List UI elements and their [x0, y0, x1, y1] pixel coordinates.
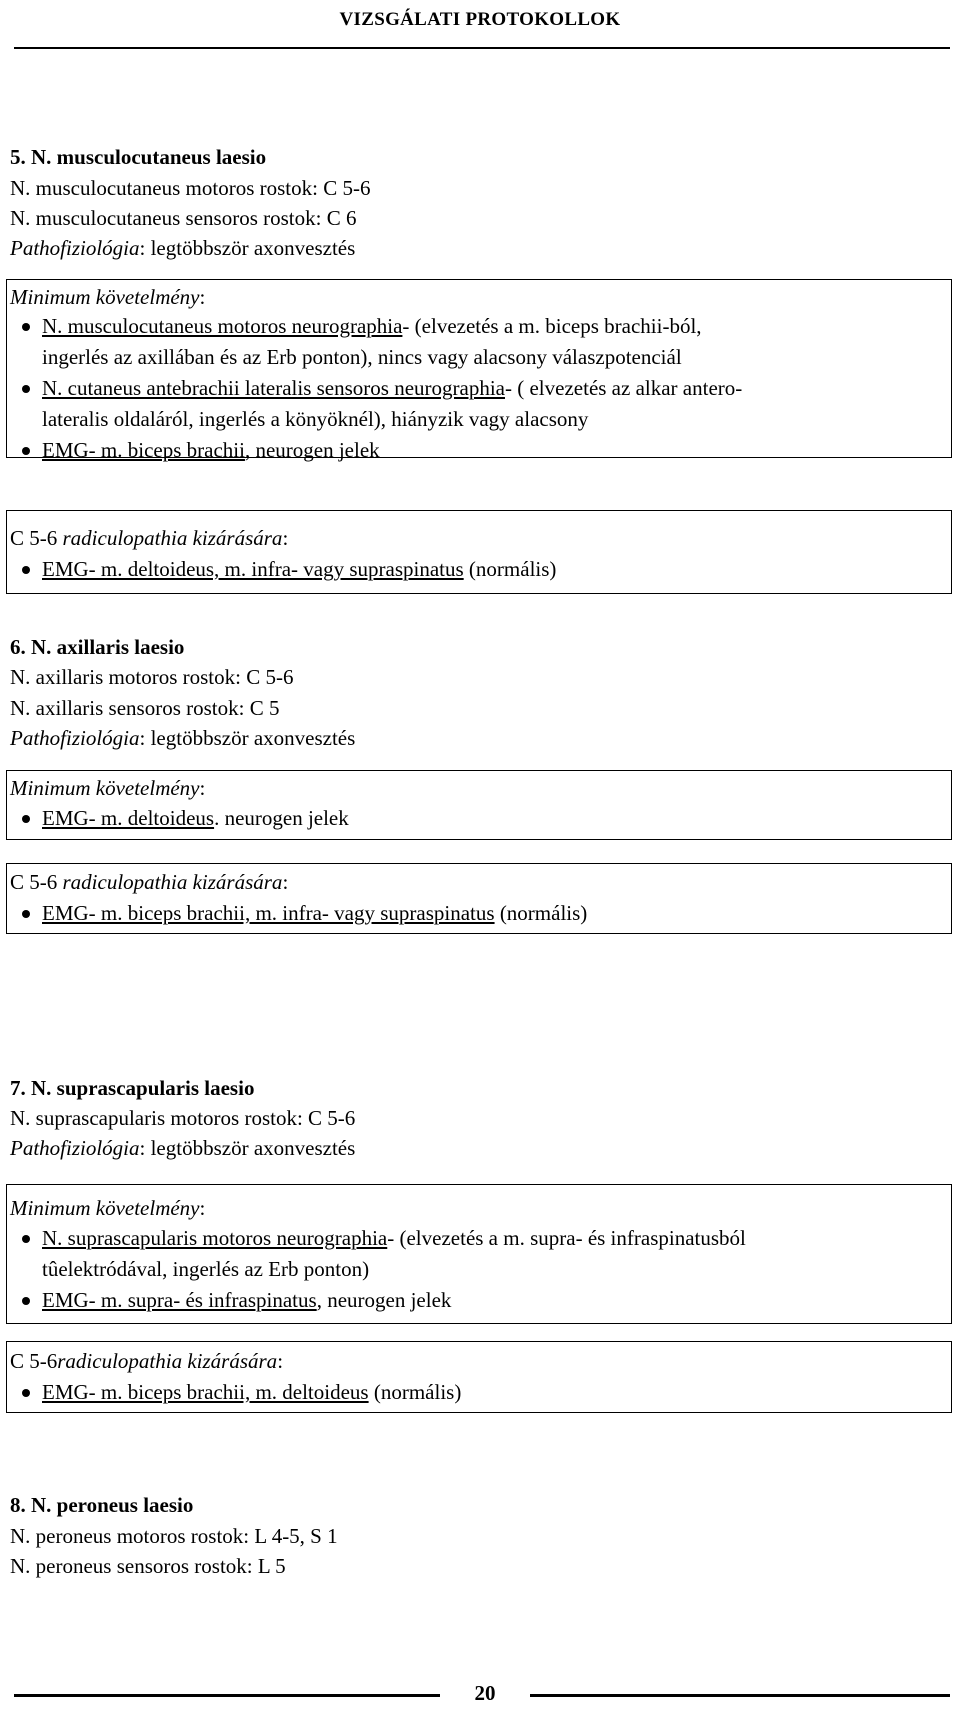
s8-sensory-roots: N. peroneus sensoros rostok: L 5	[10, 1554, 286, 1578]
section-7-title: 7. N. suprascapularis laesio	[10, 1076, 255, 1100]
patho-label: Pathofiziológia	[10, 236, 140, 260]
s5-motor-roots: N. musculocutaneus motoros rostok: C 5-6	[10, 176, 371, 200]
s5-radiculopathy-box	[6, 510, 952, 594]
s8-motor-roots: N. peroneus motoros rostok: L 4-5, S 1	[10, 1524, 338, 1548]
s6-rad-bullet-1: EMG- m. biceps brachii, m. infra- vagy supraspinatus (normális)	[42, 901, 588, 925]
s7-pathophysiology: Pathofiziológia: legtöbbször axonvesztés	[10, 1136, 356, 1160]
min-req-label: Minimum követelmény:	[10, 776, 206, 800]
bullet-icon	[22, 1389, 30, 1397]
s5-bullet-3: EMG- m. biceps brachii, neurogen jelek	[42, 438, 380, 462]
s7-bullet-1-cont: tûelektródával, ingerlés az Erb ponton)	[42, 1257, 370, 1281]
bullet-icon	[22, 323, 30, 331]
s6-radiculopathy-box	[6, 863, 952, 934]
rad-label: C 5-6radiculopathia kizárására:	[10, 1349, 284, 1373]
rad-label: C 5-6 radiculopathia kizárására:	[10, 870, 289, 894]
s7-minimum-box	[6, 1184, 952, 1324]
s7-rad-bullet-1: EMG- m. biceps brachii, m. deltoideus (normális)	[42, 1380, 462, 1404]
section-6-title: 6. N. axillaris laesio	[10, 635, 185, 659]
page-number: 20	[440, 1678, 530, 1709]
bullet-icon	[22, 1297, 30, 1305]
s5-minimum-box	[6, 279, 952, 462]
s5-sensory-roots: N. musculocutaneus sensoros rostok: C 6	[10, 206, 357, 230]
s5-bullet-1-cont: ingerlés az axillában és az Erb ponton), nincs vagy alacsony válaszpotenciál	[42, 345, 682, 369]
min-req-label: Minimum követelmény:	[10, 1196, 206, 1220]
s6-sensory-roots: N. axillaris sensoros rostok: C 5	[10, 696, 280, 720]
s7-radiculopathy-box	[6, 1341, 952, 1413]
s7-motor-roots: N. suprascapularis motoros rostok: C 5-6	[10, 1106, 356, 1130]
s5-bullet-2: N. cutaneus antebrachii lateralis sensoros neurographia- ( elvezetés az alkar antero-	[42, 376, 743, 400]
s6-bullet-1: EMG- m. deltoideus. neurogen jelek	[42, 806, 349, 830]
bullet-icon	[22, 566, 30, 574]
section-8-title: 8. N. peroneus laesio	[10, 1493, 194, 1517]
s7-bullet-2: EMG- m. supra- és infraspinatus, neurogen jelek	[42, 1288, 452, 1312]
s5-bullet-2-cont: lateralis oldaláról, ingerlés a könyöknél), hiányzik vagy alacsony	[42, 407, 589, 431]
s6-pathophysiology: Pathofiziológia: legtöbbször axonvesztés	[10, 726, 356, 750]
s6-minimum-box	[6, 770, 952, 840]
patho-value: : legtöbbször axonvesztés	[139, 236, 356, 260]
s5-rad-bullet-1: EMG- m. deltoideus, m. infra- vagy supraspinatus (normális)	[42, 557, 557, 581]
running-header: VIZSGÁLATI PROTOKOLLOK	[339, 9, 621, 30]
s5-pathophysiology	[10, 233, 355, 264]
bullet-icon	[22, 447, 30, 455]
header-rule	[14, 47, 950, 49]
bullet-icon	[22, 1235, 30, 1243]
s7-bullet-1: N. suprascapularis motoros neurographia- (elvezetés a m. supra- és infraspinatusból	[42, 1226, 746, 1250]
s5-bullet-1: N. musculocutaneus motoros neurographia- (elvezetés a m. biceps brachii-ból,	[42, 314, 702, 338]
min-req-label: Minimum követelmény:	[10, 285, 206, 309]
bullet-icon	[22, 385, 30, 393]
bullet-icon	[22, 910, 30, 918]
bullet-icon	[22, 815, 30, 823]
rad-label: C 5-6 radiculopathia kizárására:	[10, 526, 289, 550]
section-5-title: 5. N. musculocutaneus laesio	[10, 145, 267, 169]
s6-motor-roots: N. axillaris motoros rostok: C 5-6	[10, 665, 294, 689]
